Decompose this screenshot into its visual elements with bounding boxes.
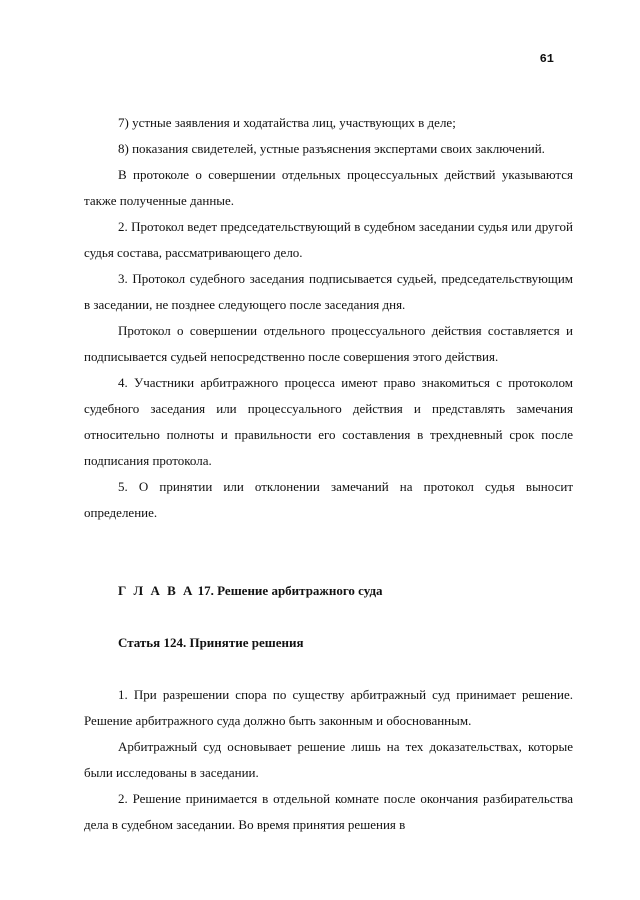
paragraph: 4. Участники арбитражного процесса имеют право знакомиться с протоколом судебного заседания или процессуального действия и представлять замечания относительно полноты и правильности его составления в трехдневный срок после подписания протокола. bbox=[84, 375, 573, 468]
section-gap bbox=[84, 526, 573, 578]
chapter-title: 17. Решение арбитражного суда bbox=[197, 583, 383, 598]
paragraph: 2. Протокол ведет председательствующий в судебном заседании судья или другой судья состава, рассматривающего дело. bbox=[84, 219, 573, 260]
paragraph: 8) показания свидетелей, устные разъяснения экспертами своих заключений. bbox=[118, 141, 545, 156]
article-heading: Статья 124. Принятие решения bbox=[118, 635, 304, 650]
chapter-heading bbox=[84, 578, 573, 604]
paragraph: 2. Решение принимается в отдельной комнате после окончания разбирательства дела в судебном заседании. Во время принятия решения в bbox=[84, 791, 573, 832]
section-gap bbox=[84, 604, 573, 630]
paragraph: Протокол о совершении отдельного процессуального действия составляется и подписывается судьей непосредственно после совершения этого действия. bbox=[84, 323, 573, 364]
paragraph: Арбитражный суд основывает решение лишь на тех доказательствах, которые были исследованы в заседании. bbox=[84, 739, 573, 780]
section-gap bbox=[84, 656, 573, 682]
paragraph: 5. О принятии или отклонении замечаний на протокол судья выносит определение. bbox=[84, 479, 573, 520]
page-body bbox=[84, 110, 573, 838]
chapter-label: Г Л А В А bbox=[118, 583, 195, 598]
paragraph: 3. Протокол судебного заседания подписывается судьей, председательствующим в заседании, не позднее следующего после заседания дня. bbox=[84, 271, 573, 312]
paragraph: 7) устные заявления и ходатайства лиц, участвующих в деле; bbox=[118, 115, 456, 130]
paragraph: 1. При разрешении спора по существу арбитражный суд принимает решение. Решение арбитражного суда должно быть законным и обоснованным. bbox=[84, 687, 573, 728]
paragraph: В протоколе о совершении отдельных процессуальных действий указываются также полученные данные. bbox=[84, 167, 573, 208]
page-number: 61 bbox=[539, 52, 554, 66]
